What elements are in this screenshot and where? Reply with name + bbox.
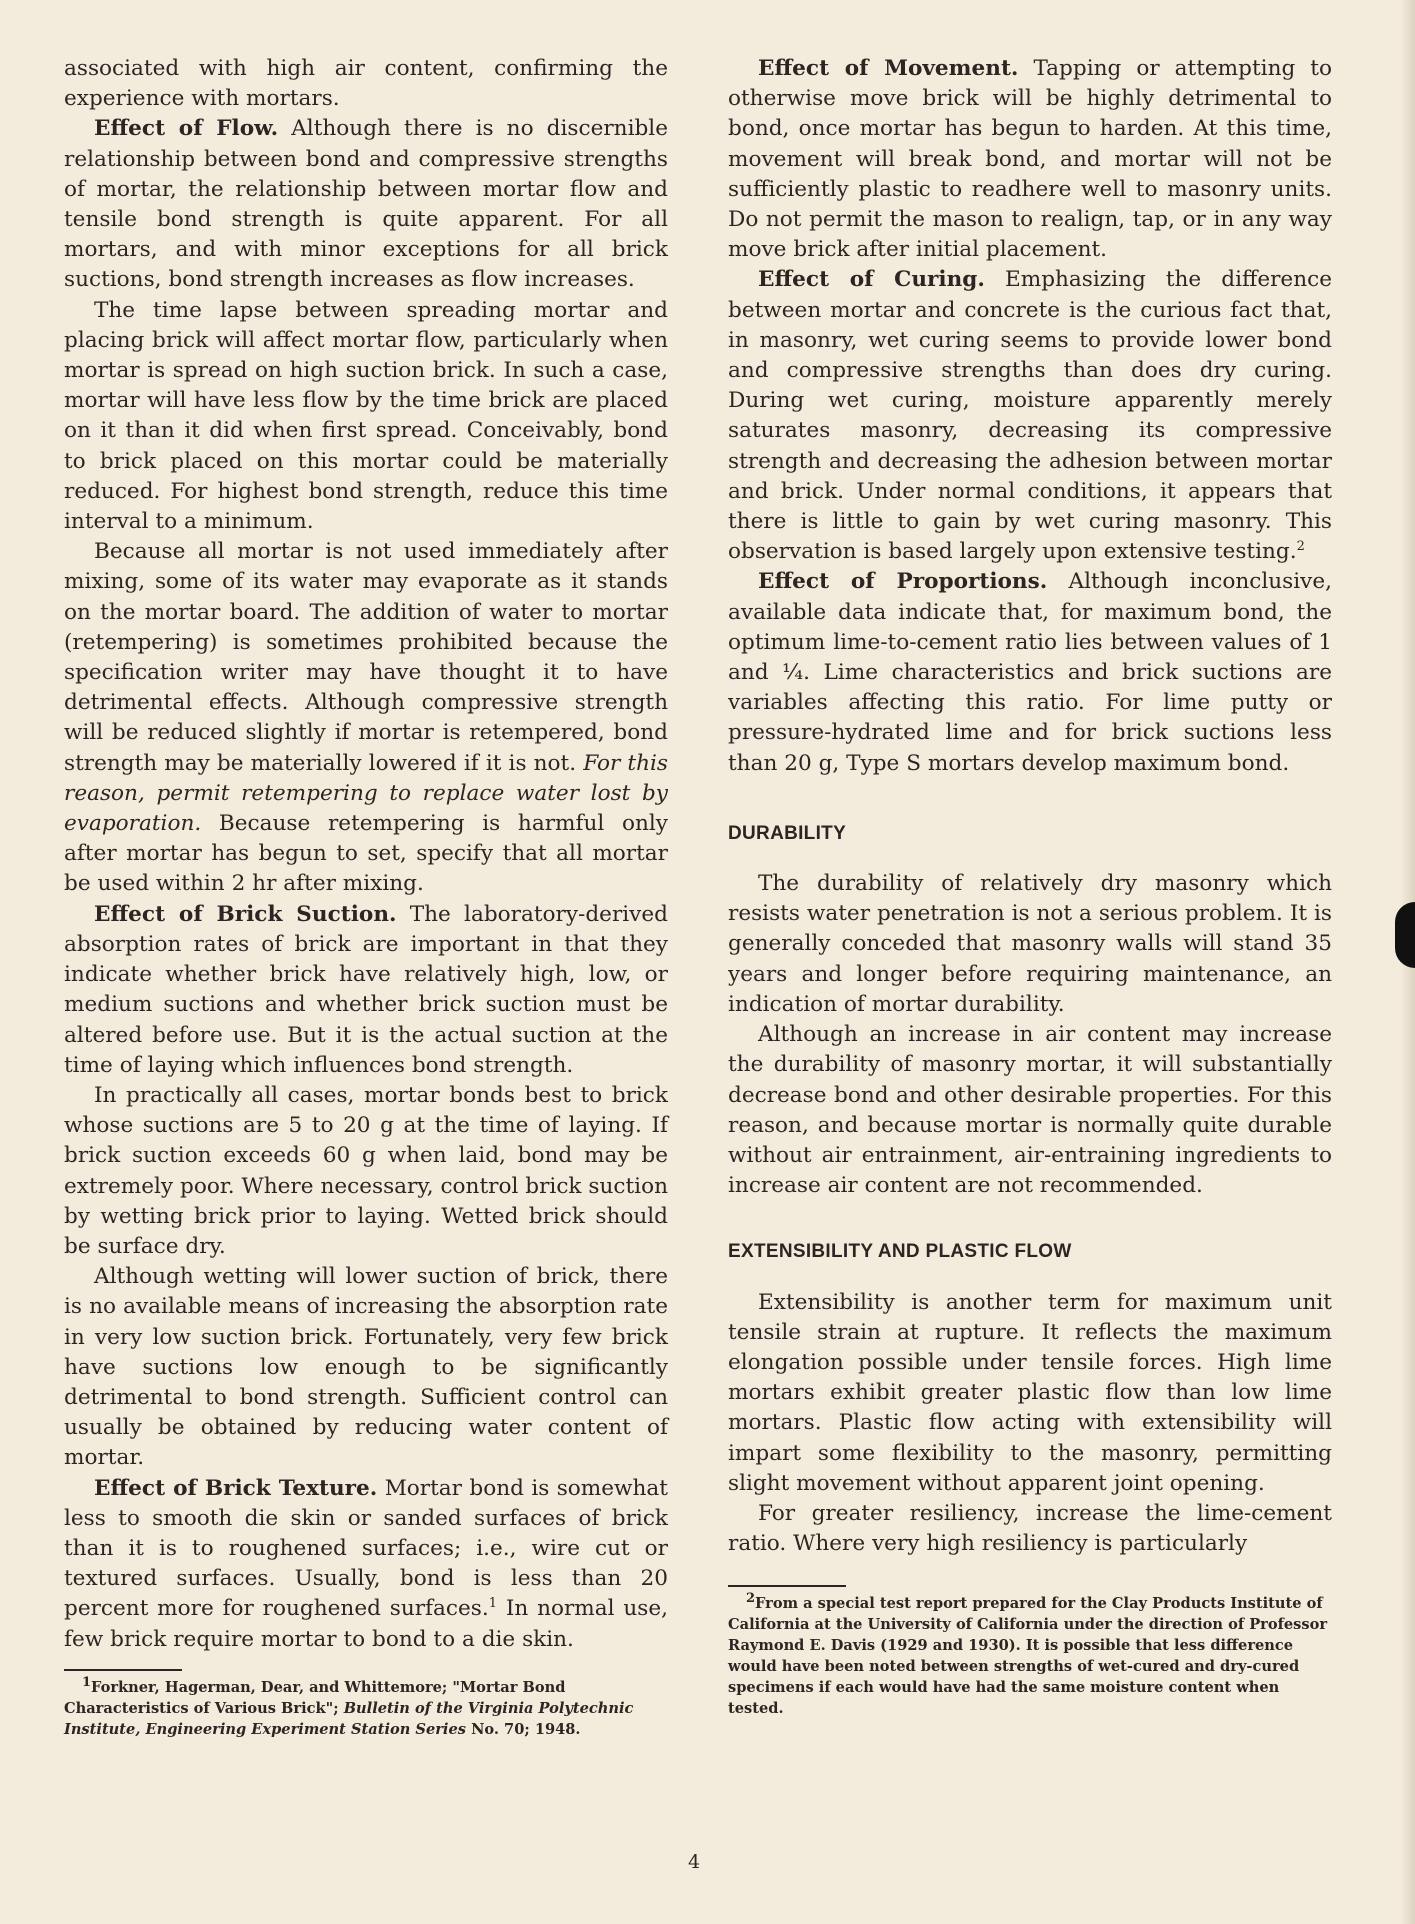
paragraph-time-lapse: The time lapse between spreading mortar and placing brick will affect mortar flow, particularly when mortar is spread on high suction brick. In such a case, mortar will have less flow by the time brick are placed on it than it did when first spread. Conceivably, bond to brick placed on this mortar could be materially reduced. For highest bond strength, reduce this time interval to a minimum.: [64, 297, 668, 535]
run-in-heading: Effect of Proportions.: [758, 569, 1048, 595]
footnote-divider: [728, 1585, 846, 1587]
right-column: [728, 54, 1332, 1719]
footnote-1: $^1$Forkner, Hagerman, Dear, and Whittemore; "Mortar Bond Characteristics of Various Brick"; Bulletin of the Virginia Polytechnic Institute, Engineering Experiment Station Series No. 70; 1948.: [64, 1674, 634, 1738]
continued-paragraph: associated with high air content, confirming the experience with mortars.: [64, 56, 668, 112]
run-in-heading: Effect of Flow.: [94, 116, 279, 142]
paragraph-brick-suction: Effect of Brick Suction. The laboratory-derived absorption rates of brick are important in that they indicate whether brick have relatively high, low, or medium suctions and whether brick suction must be altered before use. But it is the actual suction at the time of laying which influences bond strength.: [64, 901, 668, 1078]
paragraph-retempering: Because all mortar is not used immediately after mixing, some of its water may evaporate as it stands on the mortar board. The addition of water to mortar (retempering) is sometimes prohibited because the specification writer may have thought it to have detrimental effects. Although compressive strength will be reduced slightly if mortar is retempered, bond strength may be materially lowered if it is not. For this reason, permit retempering to replace water lost by evaporation. Because retempering is harmful only after mortar has begun to set, specify that all mortar be used within 2 hr after mixing.: [64, 539, 669, 897]
run-in-heading: Effect of Brick Suction.: [94, 901, 397, 927]
paragraph-extensibility-1: Extensibility is another term for maximum unit tensile strain at rupture. It reflects the maximum elongation possible under tensile forces. High lime mortars exhibit greater plastic flow than low lime mortars. Plastic flow acting with extensibility will impart some flexibility to the masonry, permitting slight movement without apparent joint opening.: [728, 1289, 1332, 1496]
paragraph-durability-2: Although an increase in air content may increase the durability of masonry mortar, it will substantially decrease bond and other desirable properties. For this reason, and because mortar is normally quite durable without air entrainment, air-entraining ingredients to increase air content are not recommended.: [728, 1022, 1332, 1199]
paragraph-curing: Effect of Curing. Emphasizing the difference between mortar and concrete is the curious fact that, in masonry, wet curing seems to provide lower bond and compressive strengths than does dry curing. During wet curing, moisture apparently merely saturates masonry, decreasing its compressive strength and decreasing the adhesion between mortar and brick. Under normal conditions, it appears that there is little to gain by wet curing masonry. This observation is based largely upon extensive testing.$^2$: [728, 267, 1332, 565]
paragraph-suction-range: In practically all cases, mortar bonds best to brick whose suctions are 5 to 20 g at the time of laying. If brick suction exceeds 60 g when laid, bond may be extremely poor. Where necessary, control brick suction by wetting brick prior to laying. Wetted brick should be surface dry.: [64, 1082, 668, 1259]
run-in-heading: Effect of Movement.: [758, 56, 1019, 81]
section-heading-extensibility: EXTENSIBILITY AND PLASTIC FLOW: [728, 1241, 1072, 1263]
paragraph-wetting: Although wetting will lower suction of brick, there is no available means of increasing the absorption rate in very low suction brick. Fortunately, very few brick have suctions low enough to be significantly detrimental to bond strength. Sufficient control can usually be obtained by reducing water content of mortar.: [64, 1264, 668, 1471]
emphasis-text: For this reason, permit retempering to replace water lost by evaporation.: [64, 750, 669, 837]
footnote-2: $^2$From a special test report prepared for the Clay Products Institute of California at the University of California under the direction of Professor Raymond E. Davis (1929 and 1930). It is possible that less difference would have been noted between strengths of wet-cured and dry-cured specimens if each would have had the same moisture content when tested.: [728, 1591, 1328, 1718]
run-in-heading: Effect of Brick Texture.: [94, 1475, 378, 1501]
run-in-heading: Effect of Curing.: [758, 267, 985, 293]
page-number: 4: [688, 1851, 701, 1873]
paragraph-proportions: Effect of Proportions. Although inconclusive, available data indicate that, for maximum bond, the optimum lime-to-cement ratio lies between values of 1 and ¼. Lime characteristics and brick suctions are variables affecting this ratio. For lime putty or pressure-hydrated lime and for brick suctions less than 20 g, Type S mortars develop maximum bond.: [728, 569, 1332, 776]
paragraph-brick-texture: Effect of Brick Texture. Mortar bond is somewhat less to smooth die skin or sanded surfaces of brick than it is to roughened surfaces; i.e., wire cut or textured surfaces. Usually, bond is less than 20 percent more for roughened surfaces.$^1$ In normal use, few brick require mortar to bond to a die skin.: [64, 1475, 668, 1652]
footnote-ref-2: 2: [1296, 539, 1305, 555]
section-heading-durability: DURABILITY: [728, 822, 847, 844]
binding-hole-mark: [1395, 902, 1415, 968]
left-column: [64, 54, 668, 1740]
paragraph-movement: Effect of Movement. Tapping or attempting to otherwise move brick will be highly detrimental to bond, once mortar has begun to harden. At this time, movement will break bond, and mortar will not be sufficiently plastic to readhere well to masonry units. Do not permit the mason to realign, tap, or in any way move brick after initial placement.: [728, 56, 1332, 263]
paragraph-durability-1: The durability of relatively dry masonry which resists water penetration is not a serious problem. It is generally conceded that masonry walls will stand 35 years and longer before requiring maintenance, an indication of mortar durability.: [728, 871, 1332, 1017]
paragraph-extensibility-2: For greater resiliency, increase the lime-cement ratio. Where very high resiliency is particularly: [728, 1500, 1332, 1557]
footnote-ref-1: 1: [488, 1596, 498, 1612]
footnote-divider: [64, 1669, 182, 1671]
paragraph-effect-of-flow: Effect of Flow. Although there is no discernible relationship between bond and compressive strengths of mortar, the relationship between mortar flow and tensile bond strength is quite apparent. For all mortars, and with minor exceptions for all brick suctions, bond strength increases as flow increases.: [64, 116, 668, 293]
